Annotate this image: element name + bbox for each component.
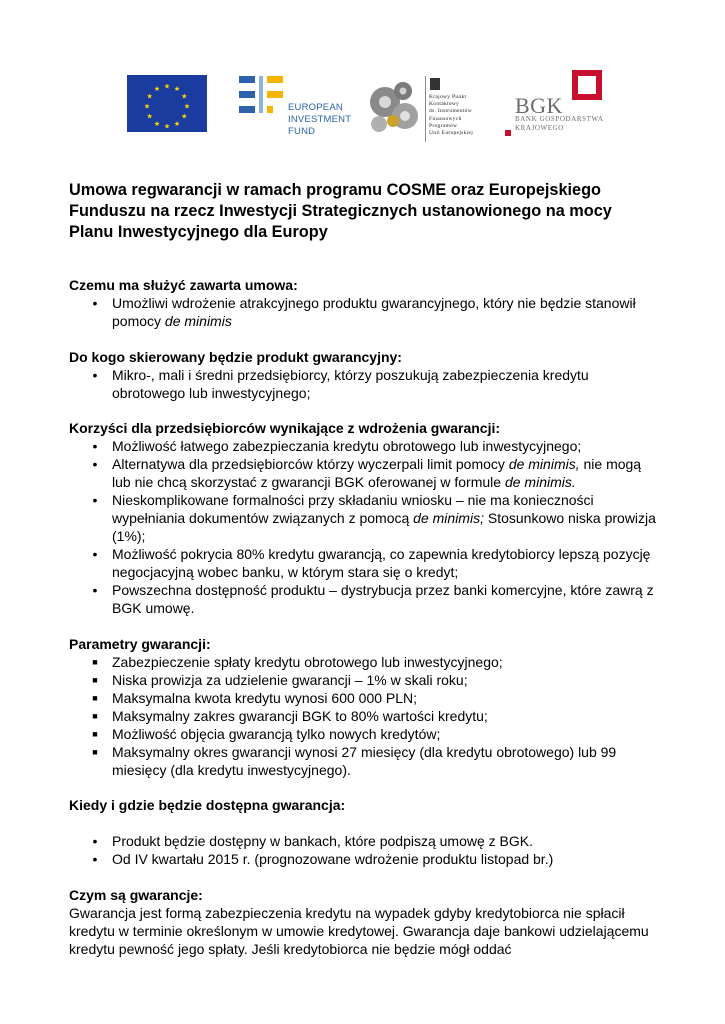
list-item: • Możliwość pokrycia 80% kredytu gwarancją, co zapewnia kredytobiorcy lepszą pozycję negocjacyjną wobec banku, w którym stara się o kredyt; [69,545,659,581]
list-item: ■ Zabezpieczenie spłaty kredytu obrotowego lub inwestycyjnego; [69,653,659,671]
bullet-icon: • [92,582,98,598]
bullet-list [69,653,659,779]
bgk-subtitle: BANK GOSPODARSTWA KRAJOWEGO [515,115,604,132]
section-heading: Do kogo skierowany będzie produkt gwarancyjny: [69,348,402,365]
list-item: ■ Maksymalny zakres gwarancji BGK to 80% wartości kredytu; [69,707,659,725]
bullet-list [69,437,659,617]
bullet-list [69,832,659,868]
document-title: Umowa regwarancji w ramach programu COSME oraz Europejskiego Funduszu na rzecz Inwestycji Strategicznych ustanowionego na mocy Planu Inwestycyjnego dla Europy [69,181,612,241]
square-bullet-icon: ■ [92,746,98,757]
bullet-icon: • [92,295,98,311]
eif-wordmark: EUROPEAN INVESTMENT FUND [288,102,352,137]
svg-text:★: ★ [173,119,181,128]
blank-line [69,814,659,832]
bullet-icon: • [92,438,98,454]
section-heading: Czym są gwarancje: [69,886,203,903]
document-body [69,180,659,975]
bullet-icon: • [92,456,98,472]
gears-icon [363,76,425,138]
bgk-square-icon [572,70,602,100]
list-item: • Alternatywa dla przedsiębiorców którzy wyczerpali limit pomocy de minimis, nie mogą lub nie chcą skorzystać z gwarancji BGK oferowanej w formule de minimis. [69,455,659,491]
section-heading: Parametry gwarancji: [69,635,211,652]
list-item: ■ Możliwość objęcia gwarancją tylko nowych kredytów; [69,725,659,743]
bullet-icon: • [92,366,98,383]
list-item: • Umożliwi wdrożenie atrakcyjnego produktu gwarancyjnego, który nie będzie stanowił pomocy de minimis [69,294,659,330]
list-item: • Mikro-, mali i średni przedsiębiorcy, którzy poszukują zabezpieczenia kredytu obrotowego lub inwestycyjnego; [69,366,659,402]
list-item: ■ Maksymalny okres gwarancji wynosi 27 miesięcy (dla kredytu obrotowego) lub 99 miesięcy (dla kredytu inwestycyjnego). [69,743,659,779]
section-parameters [69,635,659,779]
square-bullet-icon: ■ [92,728,98,739]
square-bullet-icon: ■ [92,692,98,703]
section-target [69,348,659,402]
list-item: • Produkt będzie dostępny w bankach, które podpiszą umowę z BGK. [69,832,659,850]
bullet-icon: • [92,492,98,508]
bullet-icon: • [92,546,98,562]
list-item: • Powszechna dostępność produktu – dystrybucja przez banki komercyjne, które zawrą z BGK umowę. [69,581,659,617]
list-item: ■ Niska prowizja za udzielenie gwarancji – 1% w skali roku; [69,671,659,689]
section-availability [69,796,659,868]
svg-text:★: ★ [163,122,171,131]
svg-text:★: ★ [183,102,191,111]
eu-flag-logo [127,75,207,132]
list-item: • Nieskomplikowane formalności przy składaniu wniosku – nie ma konieczności wypełniania dokumentów związanych z pomocą de minimis; Stosunkowo niska prowizja (1%); [69,491,659,545]
square-bullet-icon: ■ [92,674,98,685]
eif-mark-icon [239,76,283,114]
bullet-list [69,294,659,330]
svg-text:★: ★ [153,119,161,128]
section-heading: Czemu ma służyć zawarta umowa: [69,277,298,293]
svg-text:★: ★ [173,85,181,94]
section-purpose [69,276,659,330]
kpk-logo [363,74,493,144]
bgk-corner-icon [505,130,511,136]
section-definition [69,886,659,958]
svg-text:★: ★ [163,82,171,91]
list-item: ■ Maksymalna kwota kredytu wynosi 600 000 PLN; [69,689,659,707]
svg-text:★: ★ [146,112,153,121]
paragraph: Gwarancja jest formą zabezpieczenia kredytu na wypadek gdyby kredytobiorca nie spłacił kredytu w terminie określonym w umowie kredytowej. Gwarancja daje bankowi udzielającemu kredytu pewność jego spłaty. Jeśli kredytobiorca nie będzie mógł oddać [69,904,649,957]
bullet-icon: • [92,833,98,849]
svg-text:★: ★ [146,92,153,101]
square-bullet-icon: ■ [92,656,98,667]
bgk-wordmark: BGK [515,93,563,118]
logo-bar [0,70,725,142]
svg-text:★: ★ [143,102,151,111]
section-benefits [69,419,659,617]
kpk-separator [425,76,426,142]
svg-text:★: ★ [181,112,188,121]
svg-text:★: ★ [181,92,188,101]
kpk-wordmark: Krajowy Punkt Kontaktowy ds. Instrumentów Finansowych Programów Unii Europejskiej [429,94,474,137]
list-item: • Od IV kwartału 2015 r. (prognozowane wdrożenie produktu listopad br.) [69,850,659,868]
section-heading: Korzyści dla przedsiębiorców wynikające z wdrożenia gwarancji: [69,420,501,436]
section-heading: Kiedy i gdzie będzie dostępna gwarancja: [69,797,346,813]
bgk-logo [505,70,615,142]
list-item: • Możliwość łatwego zabezpieczania kredytu obrotowego lub inwestycyjnego; [69,437,659,455]
svg-text:★: ★ [153,85,161,94]
eu-stars-icon [127,75,207,132]
kpk-emblem-icon [430,78,440,90]
eif-logo [239,76,352,140]
bullet-list [69,366,659,402]
bullet-icon: • [92,851,98,867]
square-bullet-icon: ■ [92,710,98,721]
